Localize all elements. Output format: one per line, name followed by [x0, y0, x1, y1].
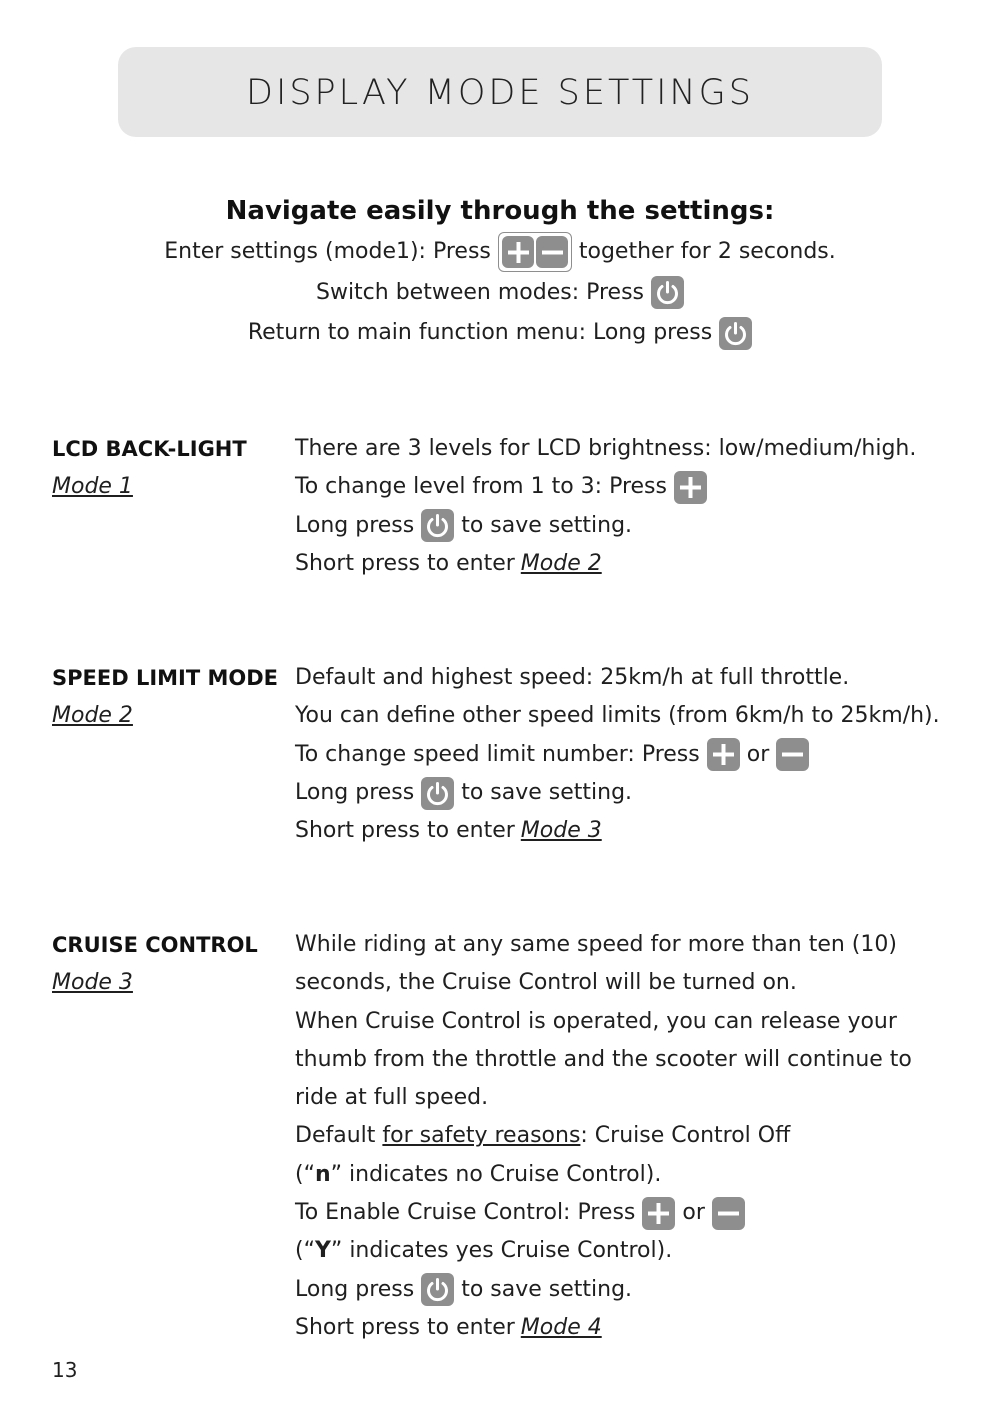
section-body	[295, 926, 985, 1347]
body-text: Short press to enter	[295, 818, 515, 844]
body-line: While riding at any same speed for more than ten (10)	[295, 932, 897, 957]
plus-icon	[674, 471, 707, 504]
section-mode: Mode 1	[52, 474, 133, 500]
body-text: to save setting.	[461, 779, 633, 805]
intro-line-enter	[0, 232, 1000, 273]
section-body	[295, 659, 985, 850]
mode-link: Mode 3	[520, 818, 602, 844]
body-text: Short press to enter	[295, 550, 515, 576]
bold-text: Y	[314, 1238, 331, 1264]
plus-icon	[502, 236, 534, 268]
body-line	[295, 1117, 985, 1155]
section-label	[52, 659, 278, 736]
page-number: 13	[52, 1358, 78, 1382]
intro-heading: Navigate easily through the settings:	[225, 196, 775, 226]
body-line	[295, 545, 985, 583]
minus-icon	[712, 1197, 745, 1230]
body-text: To Enable Cruise Control: Press	[295, 1200, 636, 1226]
body-text: To change speed limit number: Press	[295, 741, 700, 767]
body-line	[295, 774, 985, 812]
section-mode: Mode 3	[52, 970, 133, 996]
intro-text: together for 2 seconds.	[578, 239, 836, 264]
section-name: LCD BACK-LIGHT	[52, 437, 247, 461]
section-name: CRUISE CONTROL	[52, 933, 258, 957]
body-text: Short press to enter	[295, 1314, 515, 1340]
body-line: When Cruise Control is operated, you can release your	[295, 1008, 897, 1034]
body-line: seconds, the Cruise Control will be turned on.	[295, 970, 797, 996]
body-text: : Cruise Control Off	[580, 1123, 791, 1149]
plus-icon	[642, 1197, 675, 1230]
body-text: or	[682, 1200, 705, 1226]
body-line: ride at full speed.	[295, 1085, 489, 1111]
body-line: You can define other speed limits (from 6km/h to 25km/h).	[295, 703, 940, 729]
intro-line-return	[0, 313, 1000, 354]
body-text: ” indicates no Cruise Control).	[330, 1161, 662, 1187]
body-text: Default	[295, 1123, 376, 1149]
title-banner	[118, 47, 882, 137]
power-icon	[421, 509, 454, 542]
minus-icon	[536, 236, 568, 268]
body-text: or	[746, 741, 770, 767]
body-line	[295, 1156, 985, 1194]
body-line	[295, 1271, 985, 1309]
mode-link: Mode 2	[520, 550, 602, 576]
body-text: Long press	[295, 512, 415, 538]
body-text: Long press	[295, 1276, 415, 1302]
section-mode: Mode 2	[52, 703, 133, 729]
underlined-text: for safety reasons	[382, 1123, 581, 1149]
intro-block	[0, 190, 1000, 354]
intro-text: Return to main function menu: Long press	[247, 320, 713, 345]
body-text: to save setting.	[461, 512, 633, 538]
body-text: to save setting.	[461, 1276, 633, 1302]
body-line	[295, 468, 985, 506]
intro-text: Switch between modes: Press	[315, 279, 644, 305]
mode-link: Mode 4	[520, 1314, 602, 1340]
page-title: DISPLAY MODE SETTINGS	[246, 73, 754, 113]
section-body	[295, 430, 985, 583]
body-text: (“	[295, 1161, 315, 1187]
body-text: (“	[295, 1238, 315, 1264]
power-icon	[421, 777, 454, 810]
body-line	[295, 812, 985, 850]
section-label	[52, 430, 247, 507]
intro-line-switch	[0, 273, 1000, 314]
plus-minus-icon-pair	[498, 232, 572, 272]
body-text: To change level from 1 to 3: Press	[295, 474, 667, 500]
body-line	[295, 736, 985, 774]
section-name: SPEED LIMIT MODE	[52, 666, 279, 690]
power-icon	[421, 1273, 454, 1306]
plus-icon	[707, 738, 740, 771]
body-line: thumb from the throttle and the scooter will continue to	[295, 1046, 912, 1072]
intro-text: Enter settings (mode1): Press	[164, 239, 491, 264]
body-line: There are 3 levels for LCD brightness: low/medium/high.	[295, 436, 917, 461]
body-text: ” indicates yes Cruise Control).	[330, 1238, 673, 1264]
body-line	[295, 507, 985, 545]
power-icon	[719, 317, 752, 350]
minus-icon	[776, 738, 809, 771]
body-line: Default and highest speed: 25km/h at full throttle.	[295, 665, 850, 690]
body-line	[295, 1309, 985, 1347]
body-line	[295, 1232, 985, 1270]
power-icon	[651, 276, 684, 309]
body-line	[295, 1194, 985, 1232]
bold-text: n	[314, 1161, 331, 1187]
section-label	[52, 926, 258, 1003]
body-text: Long press	[295, 779, 415, 805]
